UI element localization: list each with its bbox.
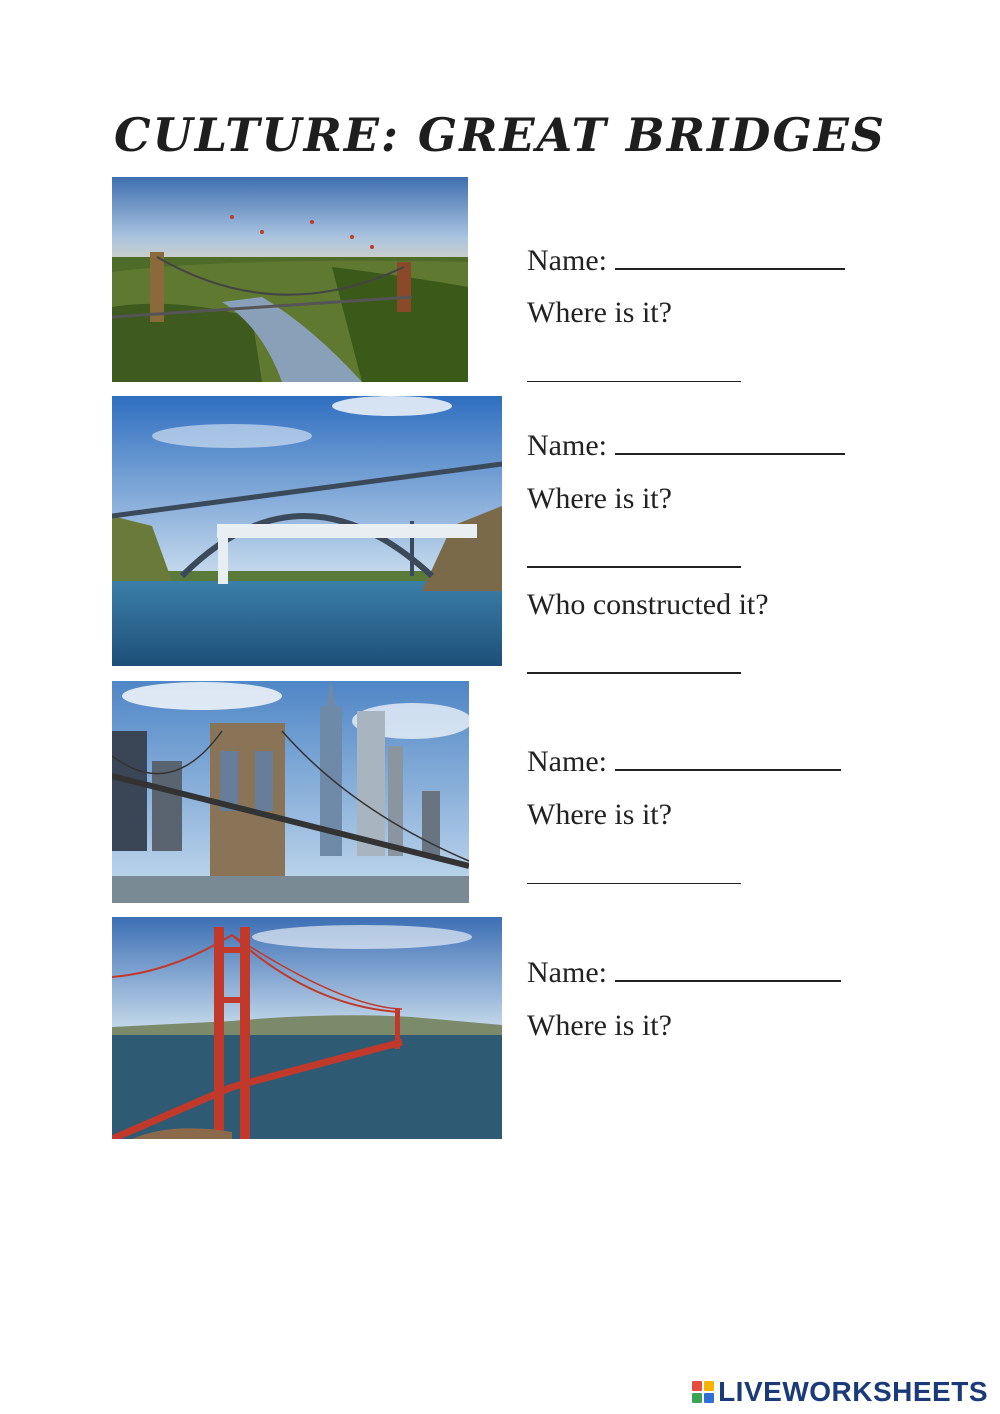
brand-text: LIVEWORKSHEETS	[718, 1376, 988, 1407]
bridge-4-where-label: Where is it?	[527, 1009, 672, 1042]
bridge-3-where-label: Where is it?	[527, 798, 672, 831]
bridge-photo-4	[112, 917, 502, 1139]
bridge-4-name-blank[interactable]	[615, 980, 841, 982]
bridge-1-where-label: Where is it?	[527, 296, 672, 329]
liveworksheets-logo	[692, 1376, 988, 1408]
bridge-2-where-blank[interactable]	[527, 566, 741, 568]
bridge-1-name-label: Name:	[527, 244, 845, 278]
bridge-2-name-label: Name:	[527, 429, 845, 463]
bridge-photo-3	[112, 681, 469, 903]
liveworksheets-icon	[692, 1381, 714, 1403]
bridge-3-name-label: Name:	[527, 745, 841, 779]
bridge-3-where-blank[interactable]	[527, 883, 741, 884]
bridge-2-who-label: Who constructed it?	[527, 588, 769, 621]
bridge-2-name-blank[interactable]	[615, 453, 845, 455]
bridge-1-name-blank[interactable]	[615, 268, 845, 270]
bridge-2-who-blank[interactable]	[527, 672, 741, 674]
bridge-4-name-label: Name:	[527, 956, 841, 990]
bridge-3-name-blank[interactable]	[615, 769, 841, 771]
bridge-photo-1	[112, 177, 468, 382]
bridge-2-where-label: Where is it?	[527, 482, 672, 515]
page-title: CULTURE: GREAT BRIDGES	[113, 108, 887, 162]
bridge-1-where-blank[interactable]	[527, 381, 741, 382]
bridge-photo-2	[112, 396, 502, 666]
